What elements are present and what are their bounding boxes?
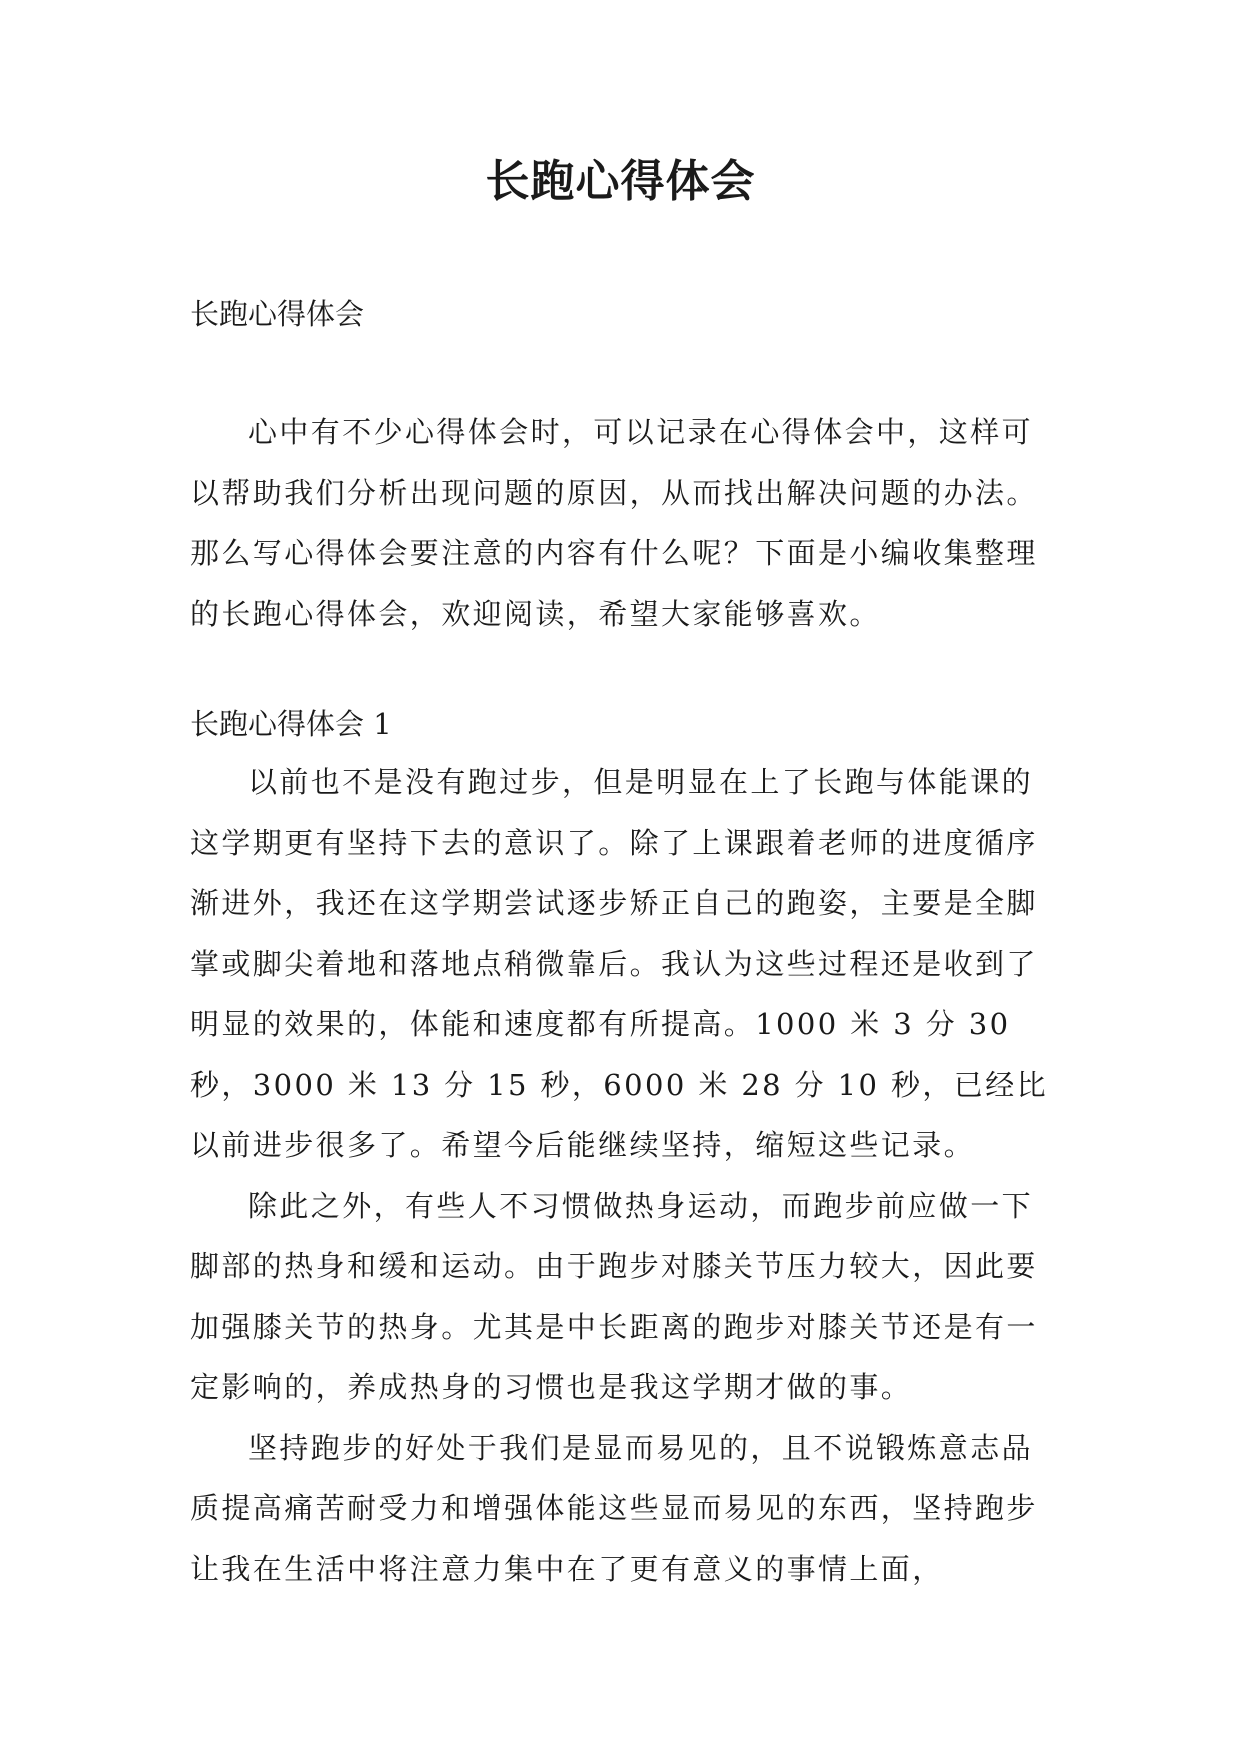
- document-title: 长跑心得体会: [485, 156, 756, 207]
- intro-paragraph: 心中有不少心得体会时，可以记录在心得体会中，这样可以帮助我们分析出现问题的原因，从而找出解决问题的办法。那么写心得体会要注意的内容有什么呢？下面是小编收集整理的长跑心得体会，欢迎阅读，希望大家能够喜欢。: [190, 415, 1038, 631]
- body-paragraph-1: 以前也不是没有跑过步，但是明显在上了长跑与体能课的这学期更有坚持下去的意识了。除了上课跟着老师的进度循序渐进外，我还在这学期尝试逐步矫正自己的跑姿，主要是全脚掌或脚尖着地和落地点稍微靠后。我认为这些过程还是收到了明显的效果的，体能和速度都有所提高。1000 米 3 分 30 秒，3000 米 13 分 15 秒，6000 米 28 分 10 秒，已经比以前进步很多了。希望今后能继续坚持，缩短这些记录。: [190, 765, 1048, 1162]
- body-paragraph-2: 除此之外，有些人不习惯做热身运动，而跑步前应做一下脚部的热身和缓和运动。由于跑步对膝关节压力较大，因此要加强膝关节的热身。尤其是中长距离的跑步对膝关节还是有一定影响的，养成热身的习惯也是我这学期才做的事。: [190, 1188, 1038, 1404]
- section-heading: 长跑心得体会 1: [190, 707, 392, 741]
- document-subtitle: 长跑心得体会: [190, 297, 365, 331]
- body-paragraph-3: 坚持跑步的好处于我们是显而易见的，且不说锻炼意志品质提高痛苦耐受力和增强体能这些显而易见的东西，坚持跑步让我在生活中将注意力集中在了更有意义的事情上面，: [190, 1430, 1038, 1586]
- intro-block: [190, 402, 1050, 644]
- article-body: [190, 752, 1050, 1599]
